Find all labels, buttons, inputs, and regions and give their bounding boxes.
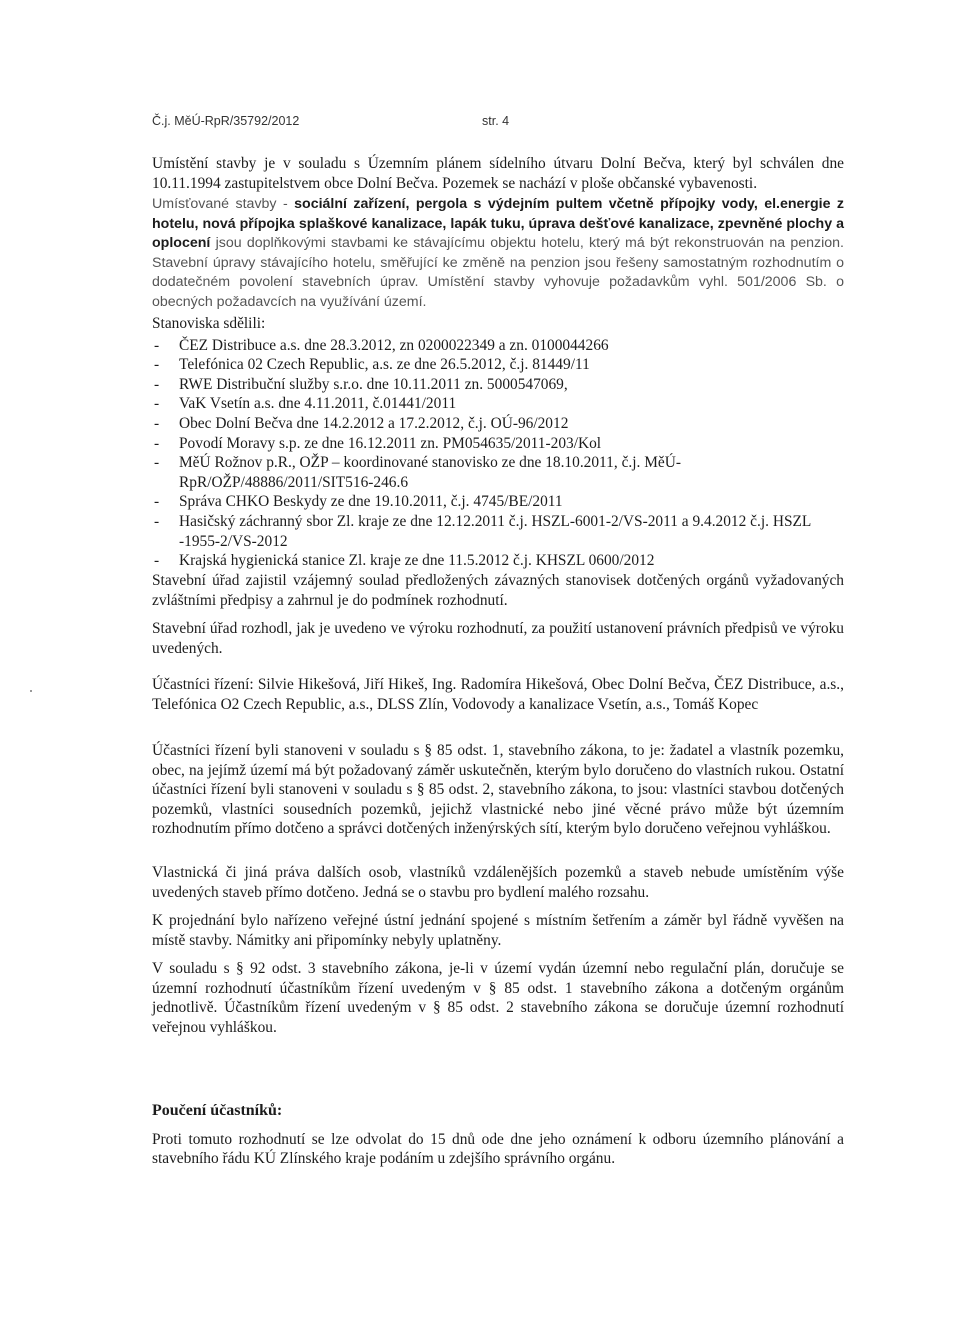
instruction-section: [152, 1101, 844, 1169]
paragraph-structures: Umísťované stavby - sociální zařízení, pergola s výdejním pultem včetně přípojky vody, el.energie z hotelu, nová přípojka splaškové kanalizace, lapák tuku, úprava dešťové kanalizace, zpevněné plochy a oplocení jsou doplňkovými stavbami ke stávajícímu objektu hotelu, který má být rekonstruován na penzion. Stavební úpravy stávajícího hotelu, směřující ke změně na penzion jsou řešeny samostatným rozhodnutím o dodatečném povolení stavebních úprav. Umístění stavby vyhovuje požadavkům vyhl. 501/2006 Sb. o obecných požadavcích na využívání území.: [152, 196, 844, 310]
paragraph-rights: Vlastnická či jiná práva dalších osob, vlastníků vzdálenějších pozemků a staveb nebude umístěním výše uvedených staveb přímo dotčeno. Jedná se o stavbu pro bydlení malého rozsahu.: [152, 864, 844, 901]
list-item: - MěÚ Rožnov p.R., OŽP – koordinované stanovisko ze dne 18.10.2011, č.j. MěÚ-RpR/OŽP/48886/2011/SIT516-246.6: [152, 453, 844, 492]
scan-speck: [30, 690, 32, 692]
list-item: - Krajská hygienická stanice Zl. kraje ze dne 11.5.2012 č.j. KHSZL 0600/2012: [152, 551, 844, 571]
paragraph-participants: Účastníci řízení: Silvie Hikešová, Jiří Hikeš, Ing. Radomíra Hikešová, Obec Dolní Bečva, ČEZ Distribuce, a.s., Telefónica O2 Czech Republic, a.s., DLSS Zlín, Vodovody a kanalizace Vsetín, a.s., Tomáš Kopec: [152, 676, 844, 713]
list-item: - Povodí Moravy s.p. ze dne 16.12.2011 zn. PM054635/2011-203/Kol: [152, 434, 844, 454]
list-item: - Telefónica 02 Czech Republic, a.s. ze dne 26.5.2012, č.j. 81449/11: [152, 355, 844, 375]
list-item: - VaK Vsetín a.s. dne 4.11.2011, č.01441/2011: [152, 394, 844, 414]
opinions-section: [152, 314, 844, 571]
paragraph-decision: Stavební úřad rozhodl, jak je uvedeno ve výroku rozhodnutí, za použití ustanovení právních předpisů ve výroku uvedených.: [152, 620, 844, 657]
list-item: - Obec Dolní Bečva dne 14.2.2012 a 17.2.2012, č.j. OÚ-96/2012: [152, 414, 844, 434]
opinions-list: [152, 336, 844, 571]
list-item: - Hasičský záchranný sbor Zl. kraje ze dne 12.12.2011 č.j. HSZL-6001-2/VS-2011 a 9.4.2012 č.j. HSZL -1955-2/VS-2012: [152, 512, 844, 551]
paragraph-participants-determination: Účastníci řízení byli stanoveni v souladu s § 85 odst. 1, stavebního zákona, to je: žadatel a vlastník pozemku, obec, na jejímž území má být požadovaný záměr uskutečněn, kterým bylo doručeno do vlastních rukou. Ostatní účastníci řízení byli stanoveni v souladu s § 85 odst. 2, stavebního zákona, to jsou: vlastníci stavbou dotčených pozemků, vlastníci sousedních pozemků, jejichž vlastnické nebo jiné věcné právo může být územním rozhodnutím přímo dotčeno a správci dotčených inženýrských sítí, kterým bylo doručeno veřejnou vyhláškou.: [152, 742, 844, 838]
opinions-title: Stanoviska sdělili:: [152, 315, 266, 332]
paragraph-delivery: V souladu s § 92 odst. 3 stavebního zákona, je-li v území vydán územní nebo regulační plán, doručuje se územní rozhodnutí účastníkům řízení uvedeným v § 85 odst. 1 stavebního zákona a dotčeným orgánům jednotlivě. Účastníkům řízení uvedeným v § 85 odst. 2 stavebního zákona se doručuje územní rozhodnutí veřejnou vyhláškou.: [152, 960, 844, 1036]
instruction-title: Poučení účastníků:: [152, 1102, 283, 1119]
paragraph-consistency: Stavební úřad zajistil vzájemný soulad předložených závazných stanovisek dotčených orgánů vyžadovaných zvláštními předpisy a zahrnul je do podmínek rozhodnutí.: [152, 572, 844, 609]
list-item: - Správa CHKO Beskydy ze dne 19.10.2011, č.j. 4745/BE/2011: [152, 492, 844, 512]
reference-number: Č.j. MěÚ-RpR/35792/2012: [152, 114, 300, 128]
instruction-text: Proti tomuto rozhodnutí se lze odvolat do 15 dnů ode dne jeho oznámení k odboru územního plánování a stavebního řádu KÚ Zlínského kraje podáním u zdejšího správního orgánu.: [152, 1130, 844, 1168]
paragraph-hearing: K projednání bylo nařízeno veřejné ústní jednání spojené s místním šetřením a záměr byl řádně vyvěšen na místě stavby. Námitky ani připomínky nebyly uplatněny.: [152, 912, 844, 949]
paragraph-zoning: Umístění stavby je v souladu s Územním plánem sídelního útvaru Dolní Bečva, který byl schválen dne 10.11.1994 zastupitelstvem obce Dolní Bečva. Pozemek se nachází v ploše občanské vybavenosti.: [152, 155, 844, 192]
list-item: - RWE Distribuční služby s.r.o. dne 10.11.2011 zn. 5000547069,: [152, 375, 844, 395]
list-item: - ČEZ Distribuce a.s. dne 28.3.2012, zn 0200022349 a zn. 0100044266: [152, 336, 844, 356]
page-number: str. 4: [482, 114, 510, 128]
structures-bold: sociální zařízení, pergola s výdejním pultem včetně přípojky vody, el.energie z hotelu, nová přípojka splaškové kanalizace, lapák tuku, úprava dešťové kanalizace, zpevněné plochy a oplocení: [152, 196, 844, 251]
